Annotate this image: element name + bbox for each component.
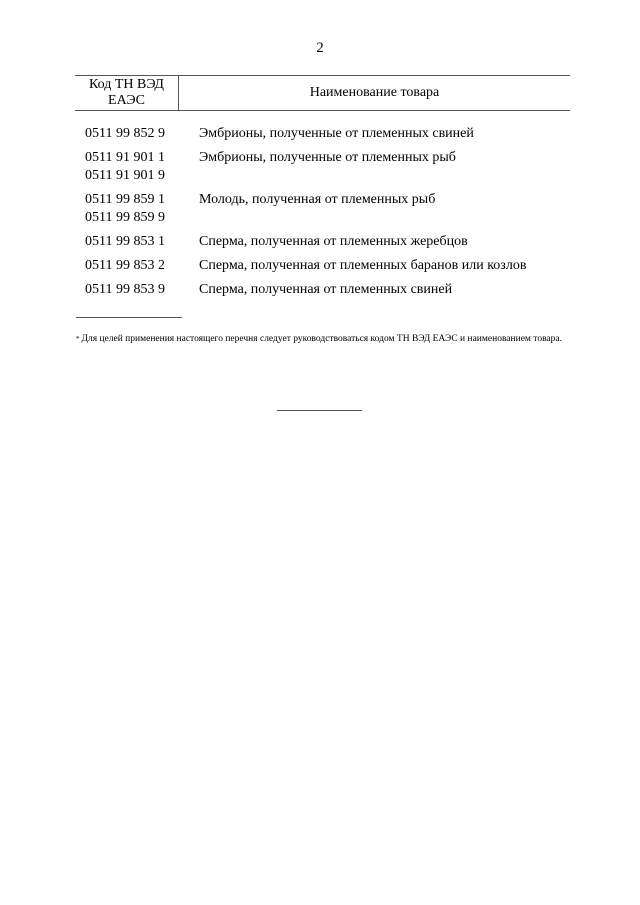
code-header-line1: Код ТН ВЭД	[89, 77, 164, 92]
footnote-text: Для целей применения настоящего перечня следует руководствоваться кодом ТН ВЭД ЕАЭС и наименованием товара.	[81, 334, 562, 344]
table-row	[75, 125, 570, 143]
footnote-marker: *	[76, 335, 80, 343]
code-value: 0511 99 859 9	[85, 210, 165, 225]
end-of-document-rule	[277, 410, 362, 411]
footnote-divider	[76, 317, 182, 318]
code-cell	[75, 149, 199, 185]
table-row	[75, 191, 570, 227]
code-cell	[75, 191, 199, 227]
name-cell: Сперма, полученная от племенных свиней	[199, 282, 453, 297]
name-cell: Молодь, полученная от племенных рыб	[199, 192, 436, 207]
name-cell: Эмбрионы, полученные от племенных свиней	[199, 126, 474, 141]
table-row	[75, 149, 570, 185]
name-cell: Сперма, полученная от племенных жеребцов	[199, 234, 468, 249]
code-value: 0511 99 853 1	[85, 234, 165, 249]
table-header	[75, 75, 570, 111]
code-cell	[75, 257, 199, 275]
page-number: 2	[316, 40, 324, 56]
name-column-header: Наименование товара	[309, 85, 440, 100]
table-row	[75, 257, 570, 275]
code-value: 0511 91 901 9	[85, 168, 165, 183]
code-column-header	[75, 76, 179, 110]
code-cell	[75, 125, 199, 143]
code-value: 0511 99 853 2	[85, 258, 165, 273]
code-value: 0511 99 853 9	[85, 282, 165, 297]
table-body	[75, 125, 570, 299]
name-cell: Сперма, полученная от племенных баранов или козлов	[199, 258, 527, 273]
name-cell: Эмбрионы, полученные от племенных рыб	[199, 150, 456, 165]
table-row	[75, 233, 570, 251]
goods-table	[75, 75, 570, 305]
code-cell	[75, 281, 199, 299]
footnote	[76, 333, 564, 345]
code-value: 0511 99 852 9	[85, 126, 165, 141]
code-value: 0511 91 901 1	[85, 150, 165, 165]
code-cell	[75, 233, 199, 251]
table-row	[75, 281, 570, 299]
code-header-line2: ЕАЭС	[108, 93, 145, 108]
code-value: 0511 99 859 1	[85, 192, 165, 207]
